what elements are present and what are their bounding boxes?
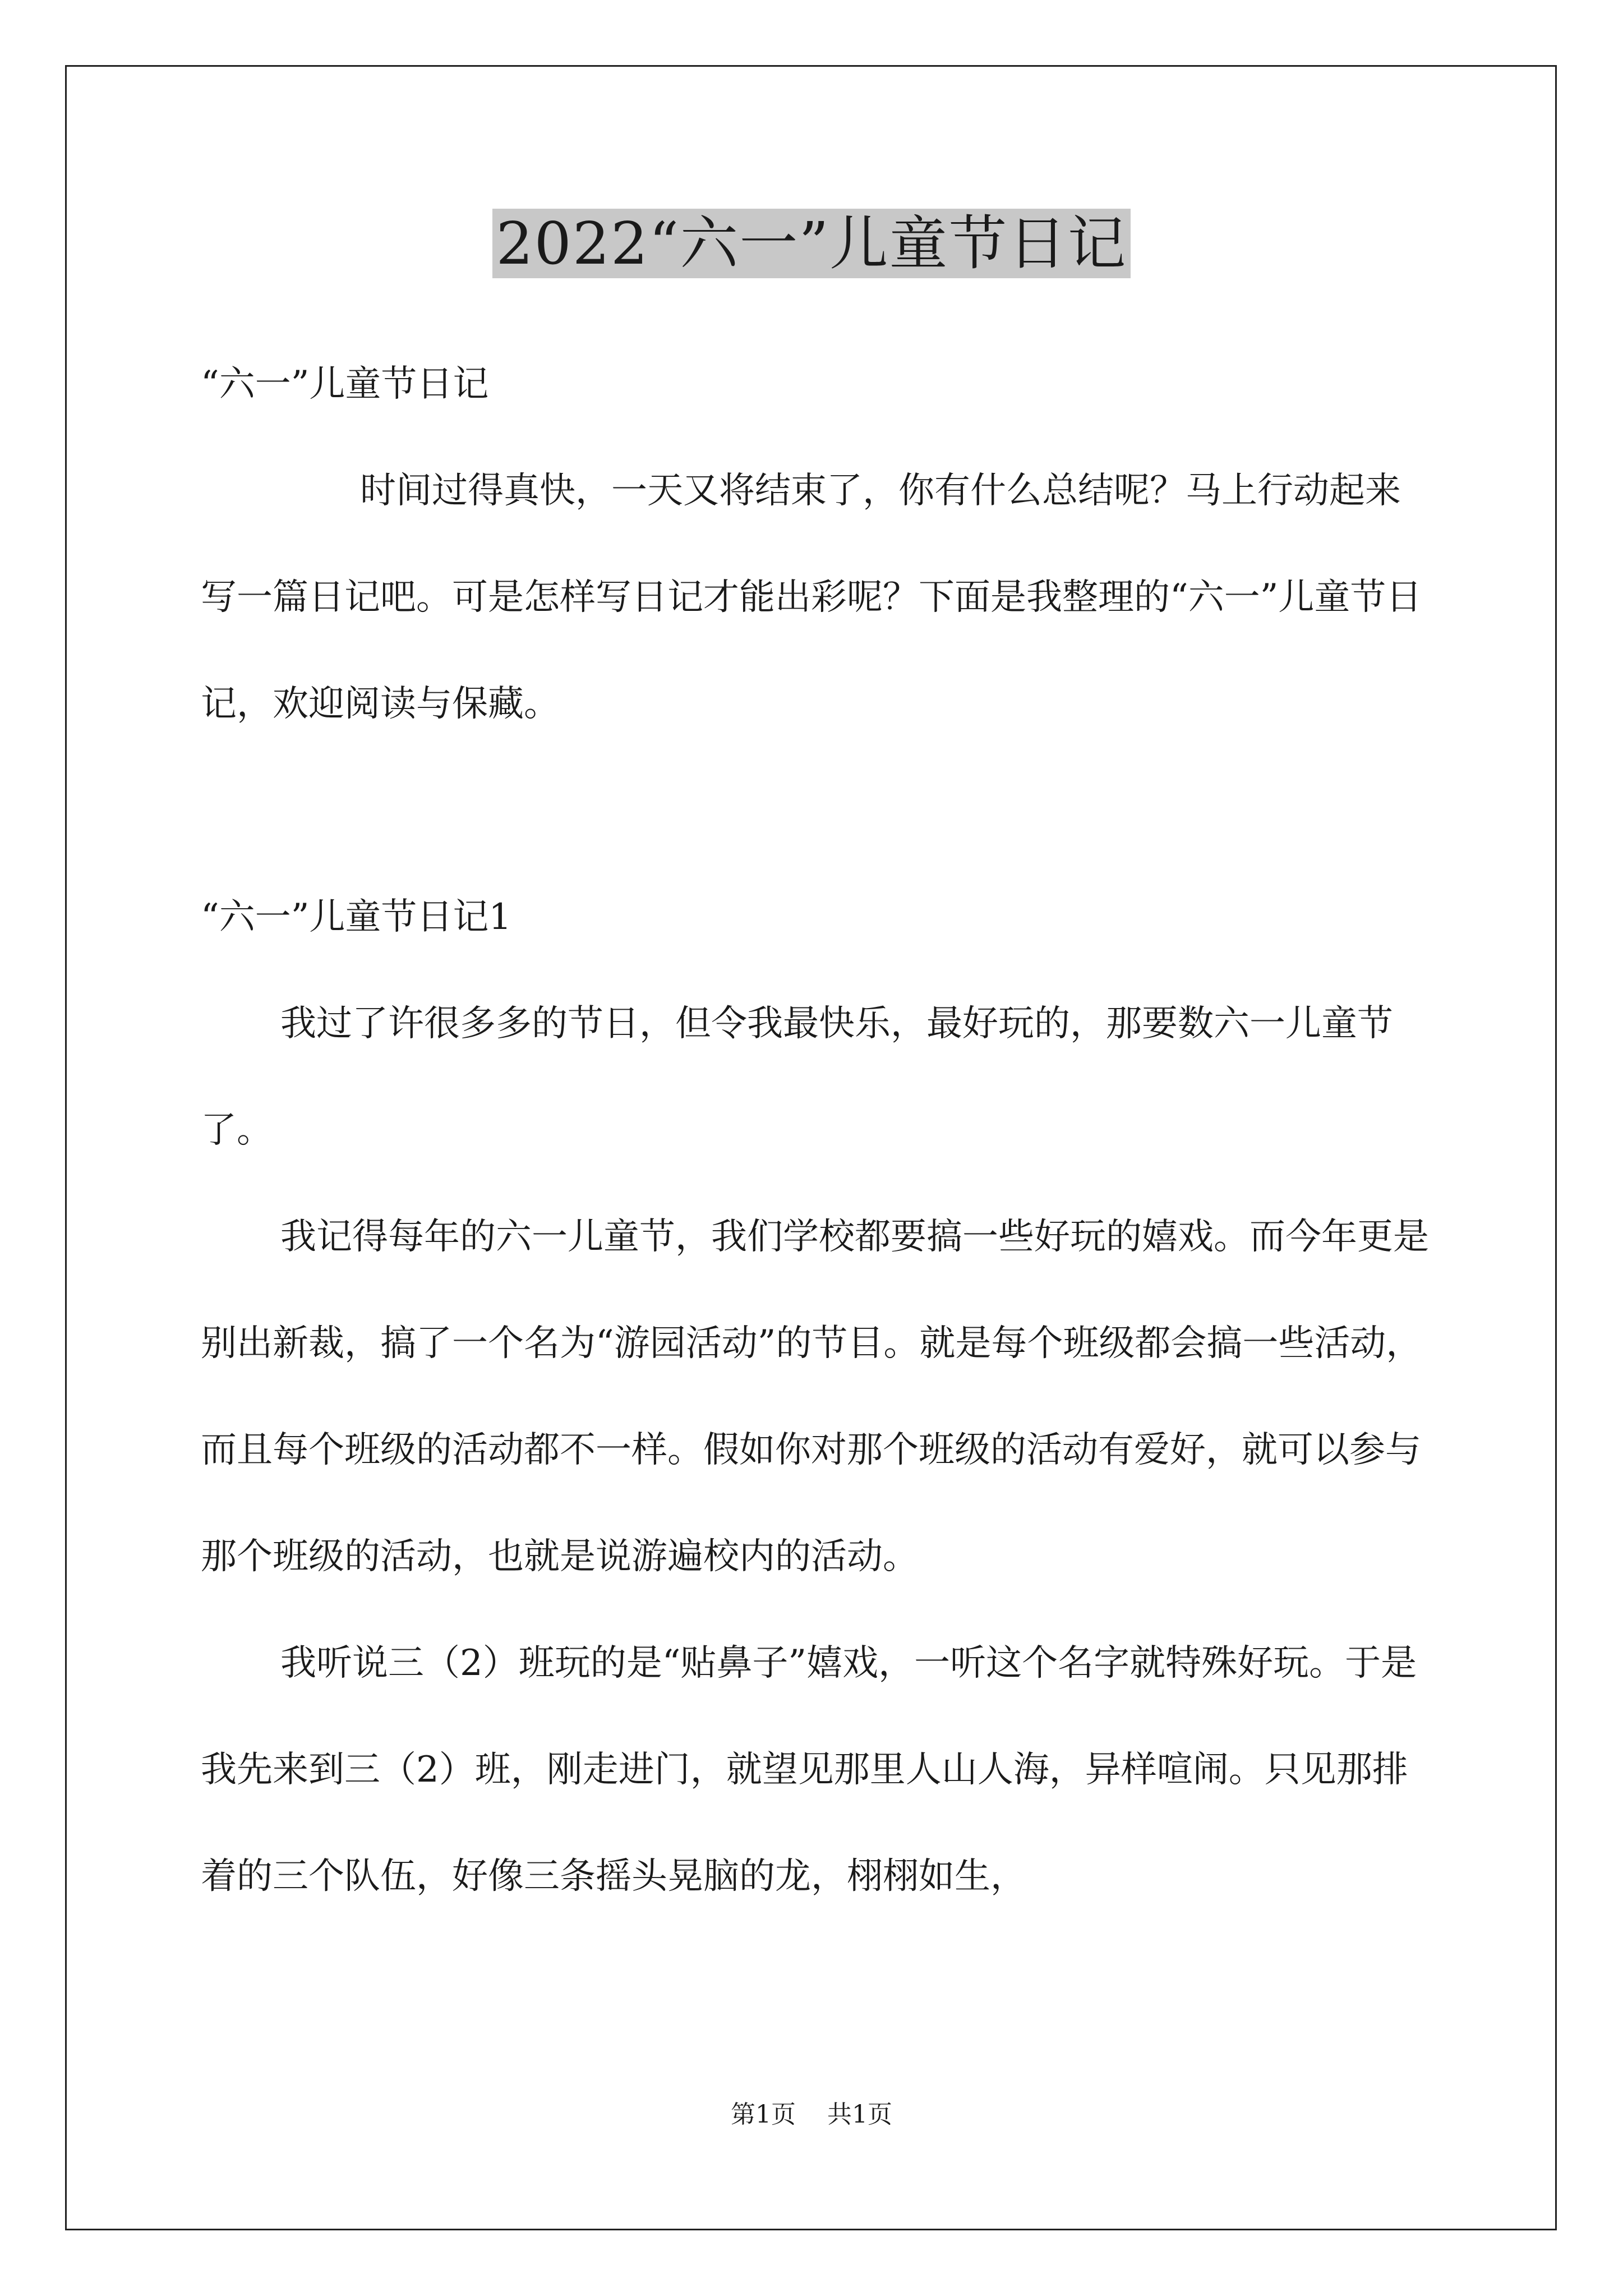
document-title: 2022“六一”儿童节日记	[492, 209, 1130, 278]
title-container	[0, 209, 1623, 278]
section-heading: “六一”儿童节日记	[201, 364, 489, 405]
page-number: 第1页	[731, 2100, 796, 2129]
body-paragraph: 我过了许很多多的节日，但令我最快乐，最好玩的，那要数六一儿童节了。	[201, 1003, 1393, 1151]
spacer	[201, 757, 1429, 864]
diary-heading: “六一”儿童节日记1	[201, 896, 512, 938]
document-body	[201, 331, 1429, 1930]
intro-paragraph: 时间过得真快，一天又将结束了，你有什么总结呢？马上行动起来写一篇日记吧。可是怎样写日记才能出彩呢？下面是我整理的“六一”儿童节日记，欢迎阅读与保藏。	[201, 470, 1422, 725]
body-paragraph: 我听说三（2）班玩的是“贴鼻子”嬉戏，一听这个名字就特殊好玩。于是我先来到三（2）班，刚走进门，就望见那里人山人海，异样喧闹。只见那排着的三个队伍，好像三条摇头晃脑的龙，栩栩如生，	[201, 1642, 1417, 1897]
page-footer	[0, 2098, 1623, 2132]
body-paragraph: 我记得每年的六一儿童节，我们学校都要搞一些好玩的嬉戏。而今年更是别出新裁，搞了一个名为“游园活动”的节目。就是每个班级都会搞一些活动，而且每个班级的活动都不一样。假如你对那个班级的活动有爱好，就可以参与那个班级的活动，也就是说游遍校内的活动。	[201, 1216, 1429, 1577]
page-total: 共1页	[827, 2100, 892, 2129]
